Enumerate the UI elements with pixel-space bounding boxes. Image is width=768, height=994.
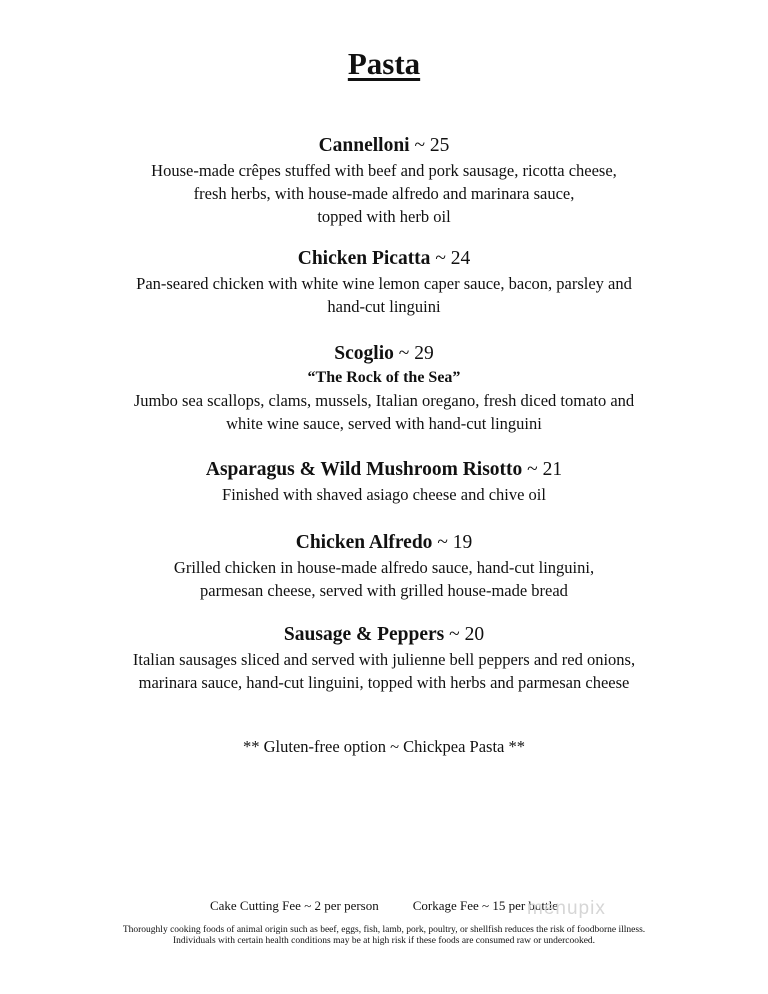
item-description-line: parmesan cheese, served with grilled house-made bread [200, 581, 568, 600]
item-heading [0, 622, 768, 648]
disclaimer-line: Individuals with certain health conditions may be at high risk if these foods are consumed raw or undercooked. [172, 936, 596, 946]
item-heading [0, 457, 768, 483]
item-description-line: white wine sauce, served with hand-cut linguini [226, 414, 542, 433]
page-title: Pasta [347, 46, 421, 81]
item-description-line: Grilled chicken in house-made alfredo sauce, hand-cut linguini, [173, 558, 595, 577]
item-description-line: marinara sauce, hand-cut linguini, topped with herbs and parmesan cheese [138, 673, 630, 692]
item-heading [0, 133, 768, 159]
menu-item [0, 457, 768, 506]
menu-item [0, 341, 768, 435]
item-price: ~ 29 [398, 343, 434, 364]
fees-line [0, 898, 768, 914]
item-price: ~ 21 [527, 459, 563, 480]
item-name: Sausage & Peppers [283, 624, 445, 645]
item-price: ~ 25 [414, 135, 450, 156]
item-name: Scoglio [334, 343, 394, 364]
item-price: ~ 24 [435, 248, 471, 269]
item-name: Chicken Alfredo [295, 532, 433, 553]
item-description-line: Italian sausages sliced and served with julienne bell peppers and red onions, [132, 650, 636, 669]
item-heading [0, 341, 768, 367]
item-price: ~ 20 [449, 624, 485, 645]
menu-item [0, 622, 768, 694]
item-description-line: fresh herbs, with house-made alfredo and marinara sauce, [193, 184, 575, 203]
item-description-line: House-made crêpes stuffed with beef and pork sausage, ricotta cheese, [151, 161, 617, 180]
menu-item [0, 246, 768, 318]
item-name: Cannelloni [318, 135, 410, 156]
watermark-logo: menupix [527, 898, 606, 919]
item-description-line: Pan-seared chicken with white wine lemon caper sauce, bacon, parsley and [136, 274, 632, 293]
item-price: ~ 19 [437, 532, 473, 553]
item-heading [0, 530, 768, 556]
item-description-line: topped with herb oil [317, 207, 451, 226]
health-disclaimer [0, 925, 768, 947]
menu-item [0, 530, 768, 602]
item-description-line: Jumbo sea scallops, clams, mussels, Italian oregano, fresh diced tomato and [133, 391, 635, 410]
item-description-line: hand-cut linguini [327, 297, 441, 316]
corkage-fee: Corkage Fee ~ 15 per bottle [412, 898, 559, 913]
item-name: Chicken Picatta [297, 248, 431, 269]
cake-cutting-fee: Cake Cutting Fee ~ 2 per person [209, 898, 379, 913]
item-description-line: Finished with shaved asiago cheese and chive oil [222, 485, 546, 504]
item-heading [0, 246, 768, 272]
item-name: Asparagus & Wild Mushroom Risotto [205, 459, 523, 480]
menu-item [0, 133, 768, 228]
disclaimer-line: Thoroughly cooking foods of animal origin such as beef, eggs, fish, lamb, pork, poultry, or shellfish reduces the risk of foodborne illness. [122, 925, 646, 935]
item-subtitle: “The Rock of the Sea” [307, 369, 461, 386]
gluten-free-note: ** Gluten-free option ~ Chickpea Pasta ** [242, 737, 526, 756]
